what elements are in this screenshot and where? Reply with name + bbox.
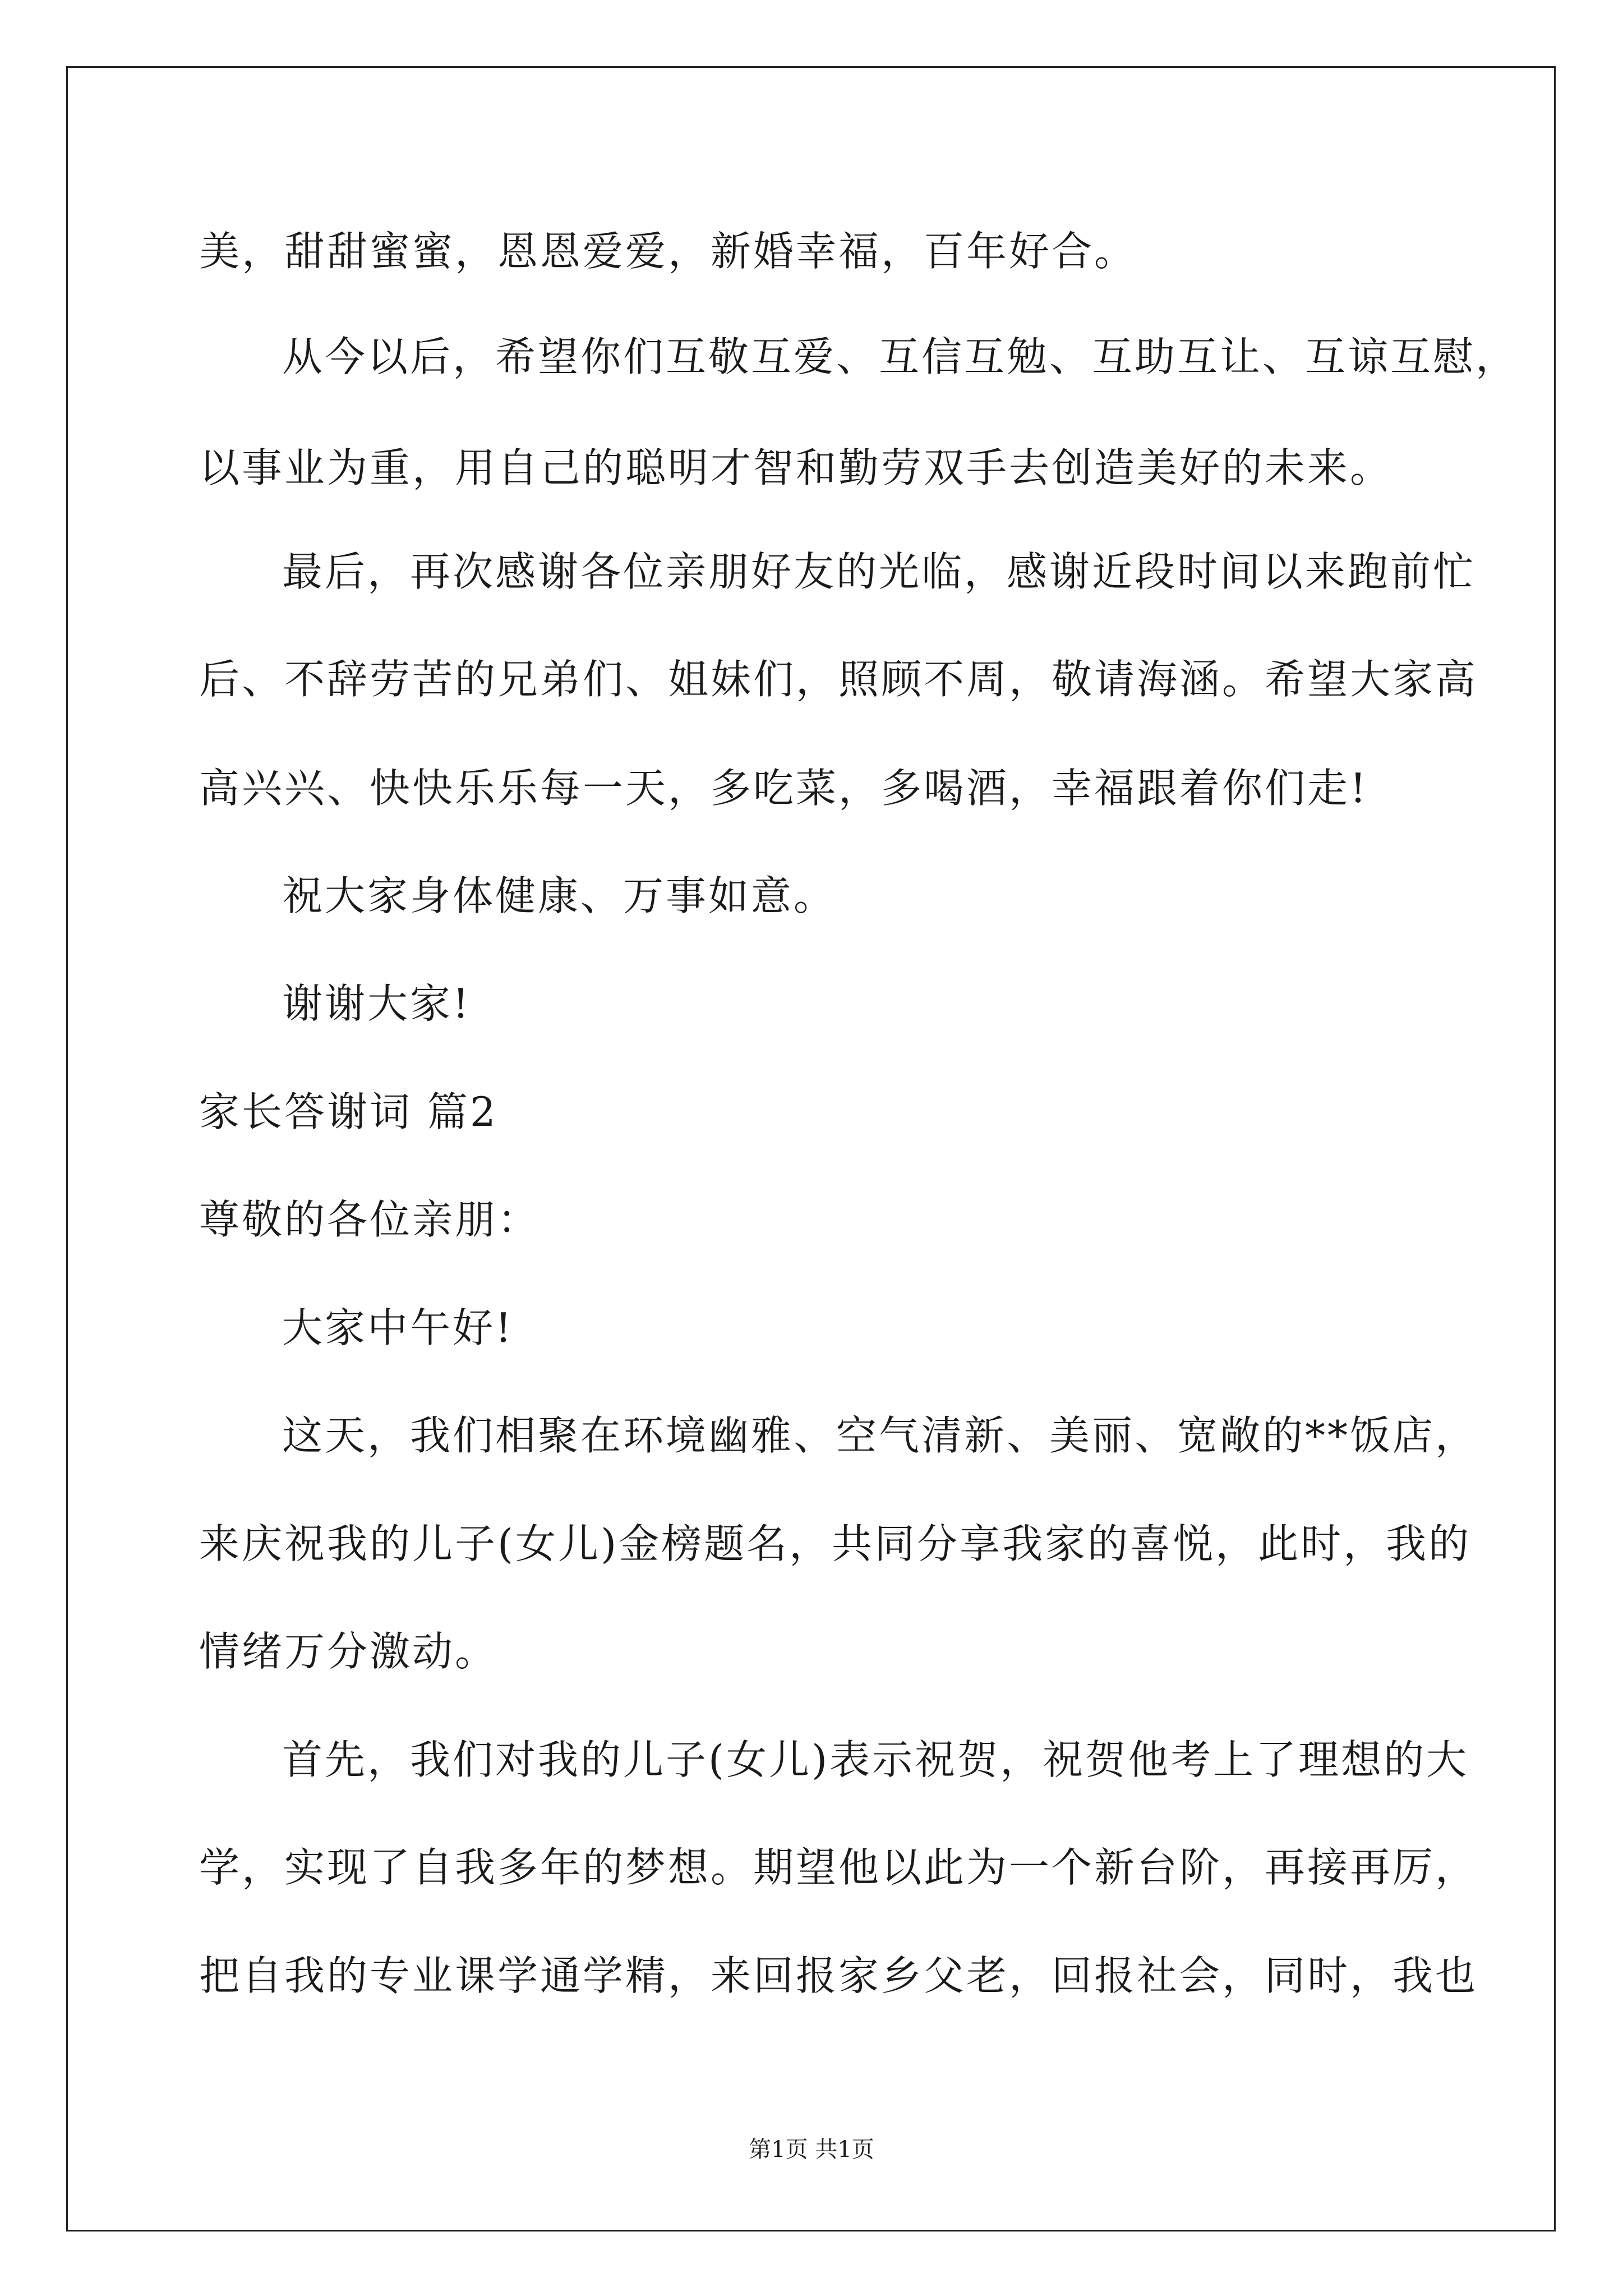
text-line: 大家中午好!	[282, 1304, 514, 1351]
section-heading: 家长答谢词 篇2	[199, 1088, 498, 1135]
text-line: 从今以后，希望你们互敬互爱、互信互勉、互助互让、互谅互慰，	[282, 333, 1519, 380]
text-line: 谢谢大家!	[282, 980, 471, 1027]
text-line: 这天，我们相聚在环境幽雅、空气清新、美丽、宽敞的**饭店，	[282, 1412, 1478, 1459]
text-line: 后、不辞劳苦的兄弟们、姐妹们，照顾不周，敬请海涵。希望大家高	[199, 656, 1478, 703]
text-line: 来庆祝我的儿子(女儿)金榜题名，共同分享我家的喜悦，此时，我的	[199, 1520, 1472, 1567]
text-line: 美，甜甜蜜蜜，恩恩爱爱，新婚幸福，百年好合。	[199, 228, 1137, 275]
text-line: 祝大家身体健康、万事如意。	[282, 872, 837, 919]
salutation: 尊敬的各位亲朋：	[199, 1196, 541, 1243]
page-footer: 第1页 共1页	[749, 2137, 874, 2162]
text-line: 把自我的专业课学通学精，来回报家乡父老，回报社会，同时，我也	[199, 1952, 1478, 1999]
page-border	[66, 66, 1556, 2231]
text-line: 高兴兴、快快乐乐每一天，多吃菜，多喝酒，幸福跟着你们走!	[199, 765, 1368, 812]
text-line: 以事业为重，用自己的聪明才智和勤劳双手去创造美好的未来。	[199, 444, 1393, 491]
text-line: 学，实现了自我多年的梦想。期望他以此为一个新台阶，再接再厉，	[199, 1844, 1478, 1891]
text-line: 最后，再次感谢各位亲朋好友的光临，感谢近段时间以来跑前忙	[282, 548, 1476, 595]
text-line: 情绪万分激动。	[199, 1628, 498, 1675]
text-line: 首先，我们对我的儿子(女儿)表示祝贺，祝贺他考上了理想的大	[282, 1736, 1469, 1783]
